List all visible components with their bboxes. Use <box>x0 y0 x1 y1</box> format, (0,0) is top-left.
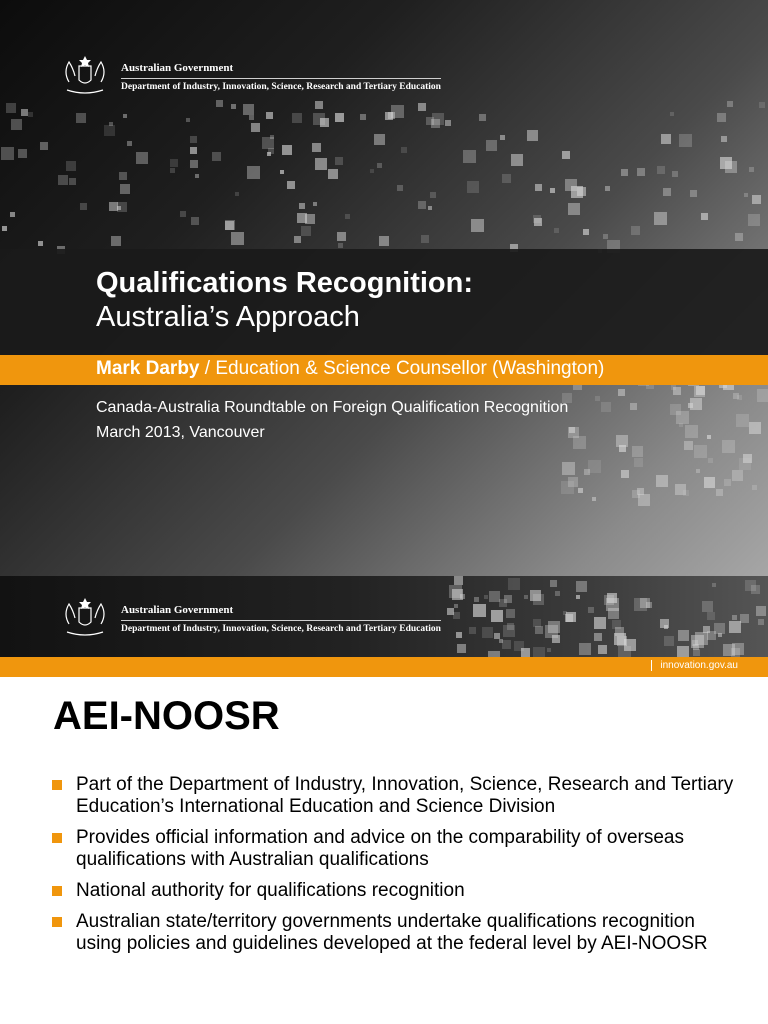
pixel-square <box>69 178 76 185</box>
pixel-square <box>607 593 617 603</box>
pixel-square <box>724 479 731 486</box>
pixel-square <box>225 221 234 230</box>
pixel-square <box>577 187 586 196</box>
pixel-square <box>315 158 327 170</box>
pixel-square <box>545 625 558 638</box>
pixel-square <box>235 192 239 196</box>
pixel-square <box>618 646 631 657</box>
pixel-square <box>579 643 591 655</box>
pixel-square <box>752 485 757 490</box>
department-name: Department of Industry, Innovation, Science, Research and Tertiary Education <box>121 78 441 92</box>
list-item: Australian state/territory governments undertake qualifications recognition using policies and guidelines developed at the federal level by AEI-NOOSR <box>52 911 742 955</box>
pixel-square <box>418 103 426 111</box>
pixel-square <box>2 226 7 231</box>
pixel-square <box>694 445 707 458</box>
pixel-square <box>18 149 27 158</box>
pixel-square <box>335 157 343 165</box>
slide-heading: AEI-NOOSR <box>53 694 280 738</box>
government-name: Australian Government <box>121 61 234 74</box>
pixel-square <box>707 612 715 620</box>
pixel-square <box>688 403 693 408</box>
pixel-square <box>568 427 579 438</box>
pixel-square <box>428 206 432 210</box>
pixel-square <box>533 647 545 657</box>
pixel-square <box>379 236 389 246</box>
pixel-square <box>637 168 645 176</box>
pixel-square <box>535 184 542 191</box>
pixel-square <box>479 114 486 121</box>
square-bullet-icon <box>52 917 62 927</box>
pixel-square <box>76 113 86 123</box>
pixel-square <box>377 163 382 168</box>
pixel-square <box>696 469 700 473</box>
slide-header <box>0 576 768 657</box>
pixel-square <box>1 147 14 160</box>
pixel-square <box>748 214 760 226</box>
pixel-square <box>452 589 463 600</box>
pixel-square <box>430 192 436 198</box>
pixel-square <box>370 169 374 173</box>
pixel-square <box>109 202 118 211</box>
coat-of-arms-icon <box>55 594 115 642</box>
orange-strip <box>0 657 768 677</box>
government-branding <box>55 594 441 642</box>
title-band <box>0 249 768 355</box>
event-date-location: March 2013, Vancouver <box>96 424 265 441</box>
pixel-square <box>262 137 274 149</box>
pixel-square <box>186 118 190 122</box>
pixel-square <box>467 181 479 193</box>
pixel-square <box>360 114 366 120</box>
pixel-square <box>670 112 674 116</box>
pixel-square <box>565 614 573 622</box>
pixel-square <box>297 213 307 223</box>
pixel-square <box>712 583 716 587</box>
pixel-square <box>725 161 737 173</box>
pixel-square <box>40 142 48 150</box>
pixel-square <box>729 621 741 633</box>
pixel-square <box>471 219 484 232</box>
pixel-square <box>608 608 619 619</box>
pixel-square <box>588 460 601 473</box>
content-slide <box>0 576 768 1024</box>
pixel-square <box>664 636 674 646</box>
pixel-square <box>454 576 463 585</box>
pixel-square <box>247 166 260 179</box>
coat-of-arms-icon <box>55 52 115 100</box>
pixel-square <box>104 125 115 136</box>
pixel-square <box>621 169 628 176</box>
pixel-square <box>718 633 722 637</box>
pixel-square <box>216 100 223 107</box>
pixel-square <box>445 120 451 126</box>
pixel-square <box>527 130 538 141</box>
pixel-square <box>679 423 683 427</box>
pixel-square <box>418 201 426 209</box>
pixel-square <box>524 595 528 599</box>
pixel-square <box>678 630 689 641</box>
pixel-square <box>282 145 292 155</box>
pixel-square <box>756 606 766 616</box>
pixel-square <box>707 631 716 640</box>
presentation-subtitle: Australia’s Approach <box>96 301 360 333</box>
pixel-square <box>757 389 768 402</box>
pixel-square <box>251 123 260 132</box>
pixel-square <box>397 185 403 191</box>
pixel-square <box>605 186 610 191</box>
pixel-square <box>484 595 488 599</box>
pixel-square <box>721 136 727 142</box>
pixel-square <box>594 633 602 641</box>
event-info <box>96 395 568 445</box>
pixel-square <box>109 122 113 126</box>
pixel-square <box>345 214 350 219</box>
pixel-square <box>491 610 503 622</box>
pixel-square <box>521 648 530 657</box>
pixel-square <box>374 134 385 145</box>
pixel-square <box>388 112 395 119</box>
event-name: Canada-Australia Roundtable on Foreign Qualification Recognition <box>96 399 569 416</box>
pixel-square <box>677 646 689 657</box>
pixel-square <box>685 425 698 438</box>
pixel-square <box>722 440 735 453</box>
website-url: innovation.gov.au <box>651 660 738 671</box>
pixel-square <box>463 150 476 163</box>
pixel-square <box>672 171 678 177</box>
pixel-square <box>511 154 523 166</box>
pixel-square <box>634 598 647 611</box>
pixel-square <box>661 134 671 144</box>
pixel-square <box>679 134 692 147</box>
pixel-square <box>301 226 311 236</box>
pixel-square <box>595 396 600 401</box>
pixel-square <box>739 458 751 470</box>
pixel-square <box>191 217 199 225</box>
pixel-square <box>473 604 486 617</box>
pixel-square <box>401 147 407 153</box>
pixel-square <box>11 119 22 130</box>
pixel-square <box>707 435 711 439</box>
pixel-square <box>735 233 743 241</box>
pixel-square <box>457 644 466 653</box>
pixel-square <box>243 104 254 115</box>
pixel-square <box>563 611 567 615</box>
pixel-square <box>632 446 643 457</box>
pixel-square <box>313 202 317 206</box>
pixel-square <box>119 172 127 180</box>
pixel-square <box>28 112 33 117</box>
pixel-square <box>58 175 68 185</box>
presenter-band <box>0 355 768 385</box>
pixel-square <box>507 623 514 630</box>
presentation-title: Qualifications Recognition: <box>96 267 474 299</box>
pixel-square <box>732 643 744 655</box>
pixel-square <box>111 236 121 246</box>
pixel-square <box>656 475 668 487</box>
pixel-square <box>494 633 500 639</box>
pixel-square <box>618 389 625 396</box>
pixel-square <box>588 607 594 613</box>
pixel-square <box>249 115 254 120</box>
pixel-square <box>740 614 749 623</box>
pixel-square <box>568 203 580 215</box>
pixel-square <box>634 458 643 467</box>
pixel-square <box>533 594 544 605</box>
pixel-square <box>704 477 715 488</box>
pixel-square <box>555 591 560 596</box>
pixel-square <box>736 414 749 427</box>
pixel-square <box>562 151 570 159</box>
pixel-square <box>504 595 512 603</box>
list-item: National authority for qualifications recognition <box>52 880 742 902</box>
pixel-square <box>66 161 76 171</box>
pixel-square <box>195 174 199 178</box>
pixel-square <box>328 169 338 179</box>
pixel-square <box>759 102 765 108</box>
pixel-square <box>469 627 476 634</box>
pixel-square <box>598 645 607 654</box>
pixel-square <box>717 113 726 122</box>
government-branding <box>55 52 441 100</box>
pixel-square <box>486 140 497 151</box>
square-bullet-icon <box>52 833 62 843</box>
pixel-square <box>500 135 505 140</box>
list-item: Part of the Department of Industry, Innovation, Science, Research and Tertiary Education’s International Education and Science Division <box>52 774 742 818</box>
pixel-square <box>716 489 723 496</box>
pixel-square <box>287 181 295 189</box>
pixel-square <box>638 494 650 506</box>
pixel-square <box>550 188 555 193</box>
pixel-square <box>758 619 764 625</box>
pixel-square <box>533 619 541 627</box>
pixel-square <box>338 243 343 248</box>
pixel-square <box>313 113 325 125</box>
pixel-square <box>732 470 743 481</box>
pixel-square <box>231 232 244 245</box>
pixel-square <box>482 627 493 638</box>
pixel-square <box>592 497 596 501</box>
pixel-square <box>170 168 175 173</box>
pixel-square <box>654 212 667 225</box>
pixel-square <box>701 213 708 220</box>
pixel-square <box>267 152 271 156</box>
pixel-square <box>568 477 578 487</box>
pixel-square <box>299 203 305 209</box>
pixel-square <box>749 422 761 434</box>
pixel-square <box>6 103 16 113</box>
pixel-square <box>456 632 462 638</box>
pixel-square <box>601 402 611 412</box>
pixel-square <box>454 604 458 608</box>
pixel-square <box>744 193 748 197</box>
pixel-square <box>657 166 665 174</box>
pixel-square <box>745 580 756 591</box>
pixel-square <box>693 649 700 656</box>
pixel-square <box>180 211 186 217</box>
pixel-square <box>749 167 754 172</box>
pixel-square <box>727 101 733 107</box>
pixel-square <box>547 648 551 652</box>
pixel-square <box>576 595 580 599</box>
pixel-square <box>733 393 739 399</box>
pixel-square <box>663 188 671 196</box>
pixel-square <box>231 104 236 109</box>
pixel-square <box>578 488 583 493</box>
pixel-square <box>431 119 440 128</box>
pixel-square <box>630 403 637 410</box>
pixel-square <box>10 212 15 217</box>
presenter-name: Mark Darby <box>96 358 200 379</box>
pixel-square <box>573 436 586 449</box>
pixel-square <box>660 619 669 628</box>
pixel-square <box>690 190 697 197</box>
pixel-square <box>683 490 689 496</box>
pixel-square <box>280 170 284 174</box>
pixel-square <box>693 644 699 650</box>
pixel-square <box>673 387 681 395</box>
pixel-square <box>315 101 323 109</box>
pixel-square <box>21 109 28 116</box>
pixel-square <box>123 114 127 118</box>
bullet-list <box>52 774 742 964</box>
pixel-square <box>533 215 541 223</box>
pixel-square <box>508 578 520 590</box>
pixel-square <box>312 143 321 152</box>
pixel-square <box>212 152 221 161</box>
presenter-role: / Education & Science Counsellor (Washington) <box>199 358 605 379</box>
pixel-square <box>506 609 515 618</box>
square-bullet-icon <box>52 780 62 790</box>
pixel-square <box>632 490 640 498</box>
list-item: Provides official information and advice on the comparability of overseas qualifications with Australian qualifications <box>52 827 742 871</box>
pixel-square <box>170 159 178 167</box>
pixel-square <box>562 462 575 475</box>
pixel-square <box>708 458 713 463</box>
pixel-square <box>292 113 302 123</box>
pixel-square <box>190 136 197 143</box>
pixel-square <box>631 226 640 235</box>
pixel-square <box>127 141 132 146</box>
pixel-square <box>550 580 557 587</box>
government-name: Australian Government <box>121 603 234 616</box>
pixel-square <box>474 597 479 602</box>
pixel-square <box>190 147 197 154</box>
pixel-square <box>117 202 127 212</box>
pixel-square <box>80 203 87 210</box>
square-bullet-icon <box>52 886 62 896</box>
pixel-square <box>621 470 629 478</box>
pixel-square <box>421 235 429 243</box>
pixel-square <box>190 160 198 168</box>
pixel-square <box>670 404 681 415</box>
pixel-square <box>38 241 43 246</box>
department-name: Department of Industry, Innovation, Science, Research and Tertiary Education <box>121 620 441 634</box>
pixel-square <box>752 195 761 204</box>
pixel-square <box>335 113 344 122</box>
pixel-square <box>594 617 606 629</box>
pixel-square <box>702 601 713 612</box>
pixel-square <box>136 152 148 164</box>
pixel-square <box>583 229 589 235</box>
pixel-square <box>684 441 693 450</box>
pixel-square <box>554 228 559 233</box>
pixel-square <box>502 640 511 649</box>
pixel-square <box>576 581 587 592</box>
pixel-square <box>696 386 705 395</box>
pixel-square <box>294 236 301 243</box>
pixel-square <box>616 435 628 447</box>
pixel-square <box>120 184 130 194</box>
pixel-square <box>732 615 737 620</box>
pixel-square <box>266 112 273 119</box>
pixel-square <box>502 174 511 183</box>
pixel-square <box>447 608 454 615</box>
pixel-square <box>646 602 652 608</box>
pixel-square <box>337 232 346 241</box>
